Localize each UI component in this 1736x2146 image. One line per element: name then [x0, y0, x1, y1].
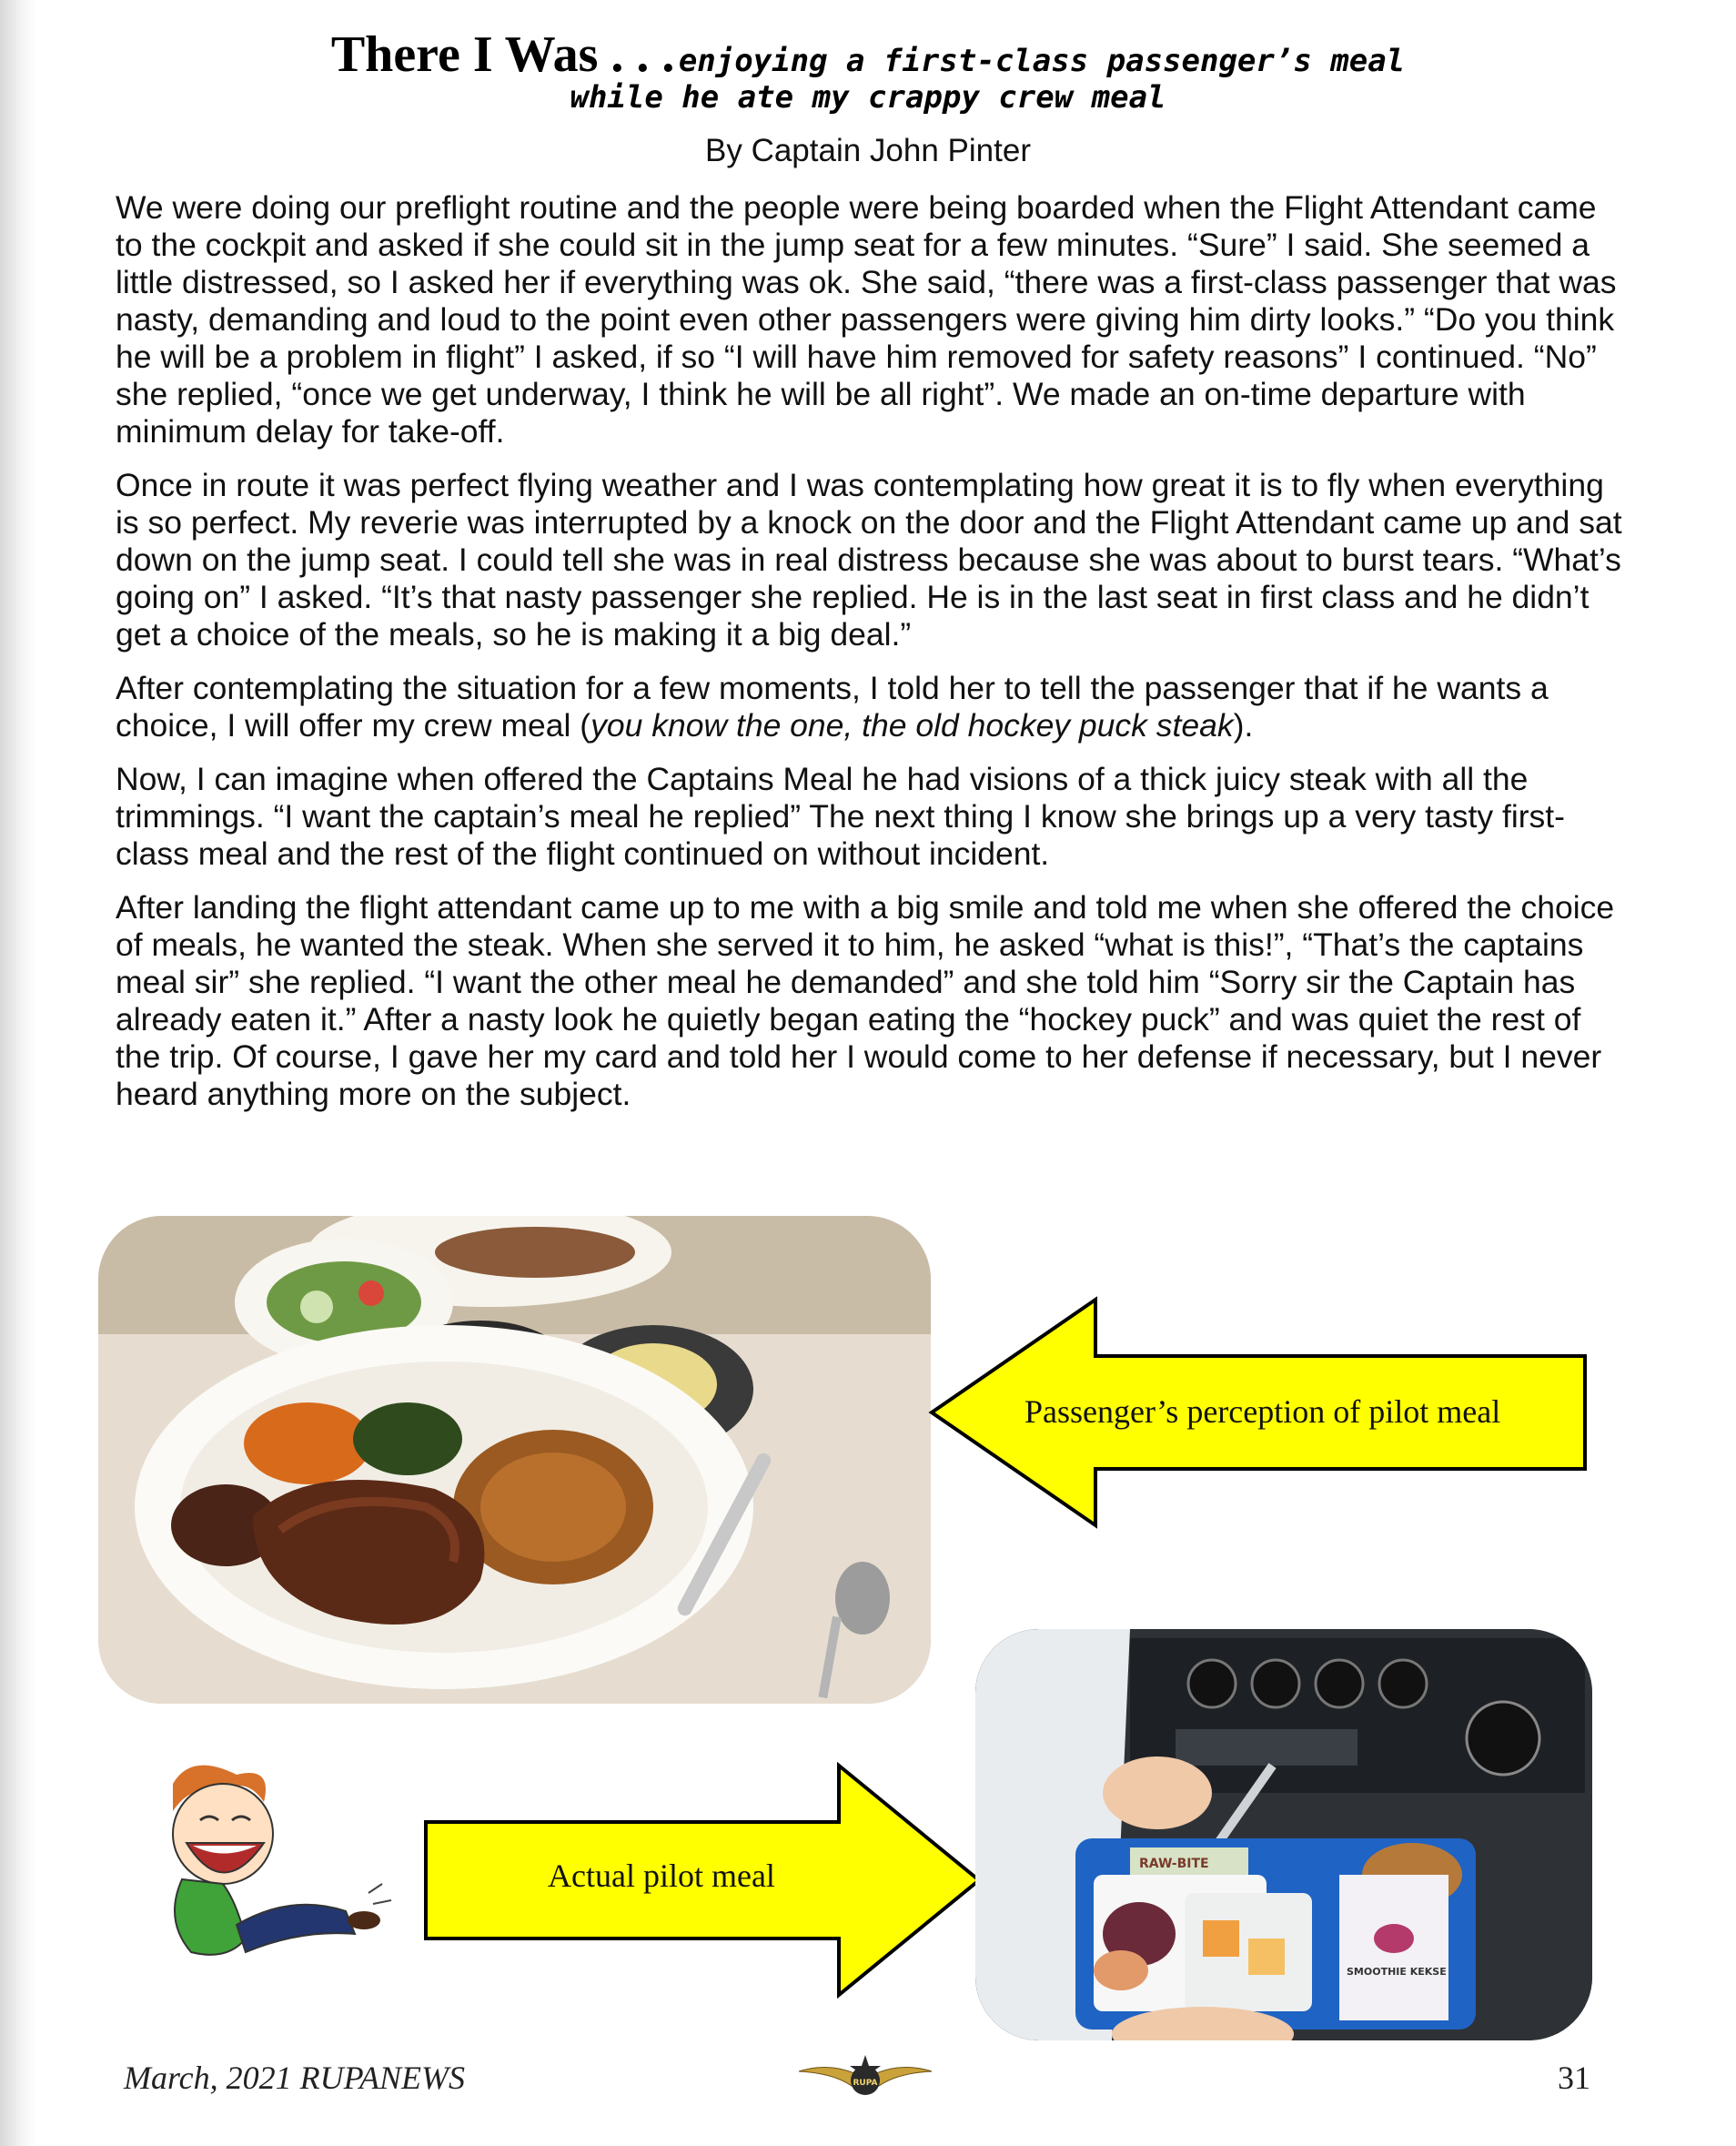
- page-edge-shadow: [0, 0, 36, 2146]
- crew-tray-illustration: [975, 1629, 1592, 2040]
- tray-snack-label: RAW-BITE: [1139, 1857, 1209, 1871]
- paragraph-3-text-b: ).: [1233, 707, 1254, 744]
- footer-issue: March, 2021 RUPANEWS: [124, 2060, 465, 2096]
- byline: By Captain John Pinter: [705, 133, 1031, 168]
- paragraph-2: Once in route it was perfect flying weather and I was contemplating how great it is to fly when everything is so perfect. My reverie was interrupted by a knock on the door and the Flight Attendant came up and sat down on the jump seat. I could tell she was in real distress because she was about to burst tears. “What’s going on” I asked. “It’s that nasty passenger she replied. He is in the last seat in first class and he didn’t get a choice of the meals, so he is making it a big deal.”: [116, 467, 1622, 653]
- paragraph-5: After landing the flight attendant came up to me with a big smile and told me when she offered the choice of meals, he wanted the steak. When she served it to him, he asked “what is this!”, “That’s the captains meal sir” she replied. “I want the other meal he demanded” and she told him “Sorry sir the Captain has already eaten it.” After a nasty look he quietly began eating the “hockey puck” and was quiet the rest of the trip. Of course, I gave her my card and told her I would come to her defense if necessary, but I never heard anything more on the subject.: [116, 889, 1615, 1112]
- first-class-meal-photo: [98, 1216, 931, 1704]
- laughing-cartoon-icon: [136, 1756, 409, 1975]
- rupa-wings-logo: [797, 2051, 934, 2106]
- actual-pilot-meal-label: Actual pilot meal: [548, 1858, 775, 1894]
- paragraph-3: [116, 670, 1626, 744]
- headline-subtitle-line2: while he ate my crappy crew meal: [570, 79, 1166, 116]
- passenger-perception-label: Passenger’s perception of pilot meal: [1024, 1393, 1501, 1430]
- article-headline: [0, 25, 1736, 116]
- steak-plate-illustration: [98, 1216, 931, 1704]
- logo-text: RUPA: [853, 2079, 878, 2088]
- headline-subtitle-line1: enjoying a first-class passenger’s meal: [678, 43, 1406, 79]
- paragraph-4: Now, I can imagine when offered the Captains Meal he had visions of a thick juicy steak with all the trimmings. “I want the captain’s meal he replied” The next thing I know she brings up a very tasty first-class meal and the rest of the flight continued on without incident.: [116, 761, 1565, 872]
- page-number: 31: [1558, 2060, 1590, 2096]
- paragraph-1: We were doing our preflight routine and the people were being boarded when the Flight Attendant came to the cockpit and asked if she could sit in the jump seat for a few minutes. “Sure” I said. She seemed a little distressed, so I asked her if everything was ok. She said, “there was a first-class passenger that was nasty, demanding and loud to the point even other passengers were giving him dirty looks.” “Do you think he will be a problem in flight” I asked, if so “I will have him removed for safety reasons” I continued. “No” she replied, “once we get underway, I think he will be all right”. We made an on-time departure with minimum delay for take-off.: [116, 189, 1617, 450]
- paragraph-3-text-a: After contemplating the situation for a few moments, I told her to tell the passenger that if he wants a choice, I will offer my crew meal (: [116, 670, 1549, 744]
- headline-title: There I Was . . .: [330, 26, 675, 83]
- article-body: [116, 189, 1626, 1129]
- paragraph-3-emphasis: you know the one, the old hockey puck steak: [590, 707, 1234, 744]
- crew-meal-photo: [975, 1629, 1592, 2040]
- tray-drink-label: SMOOTHIE KEKSE: [1347, 1966, 1447, 1978]
